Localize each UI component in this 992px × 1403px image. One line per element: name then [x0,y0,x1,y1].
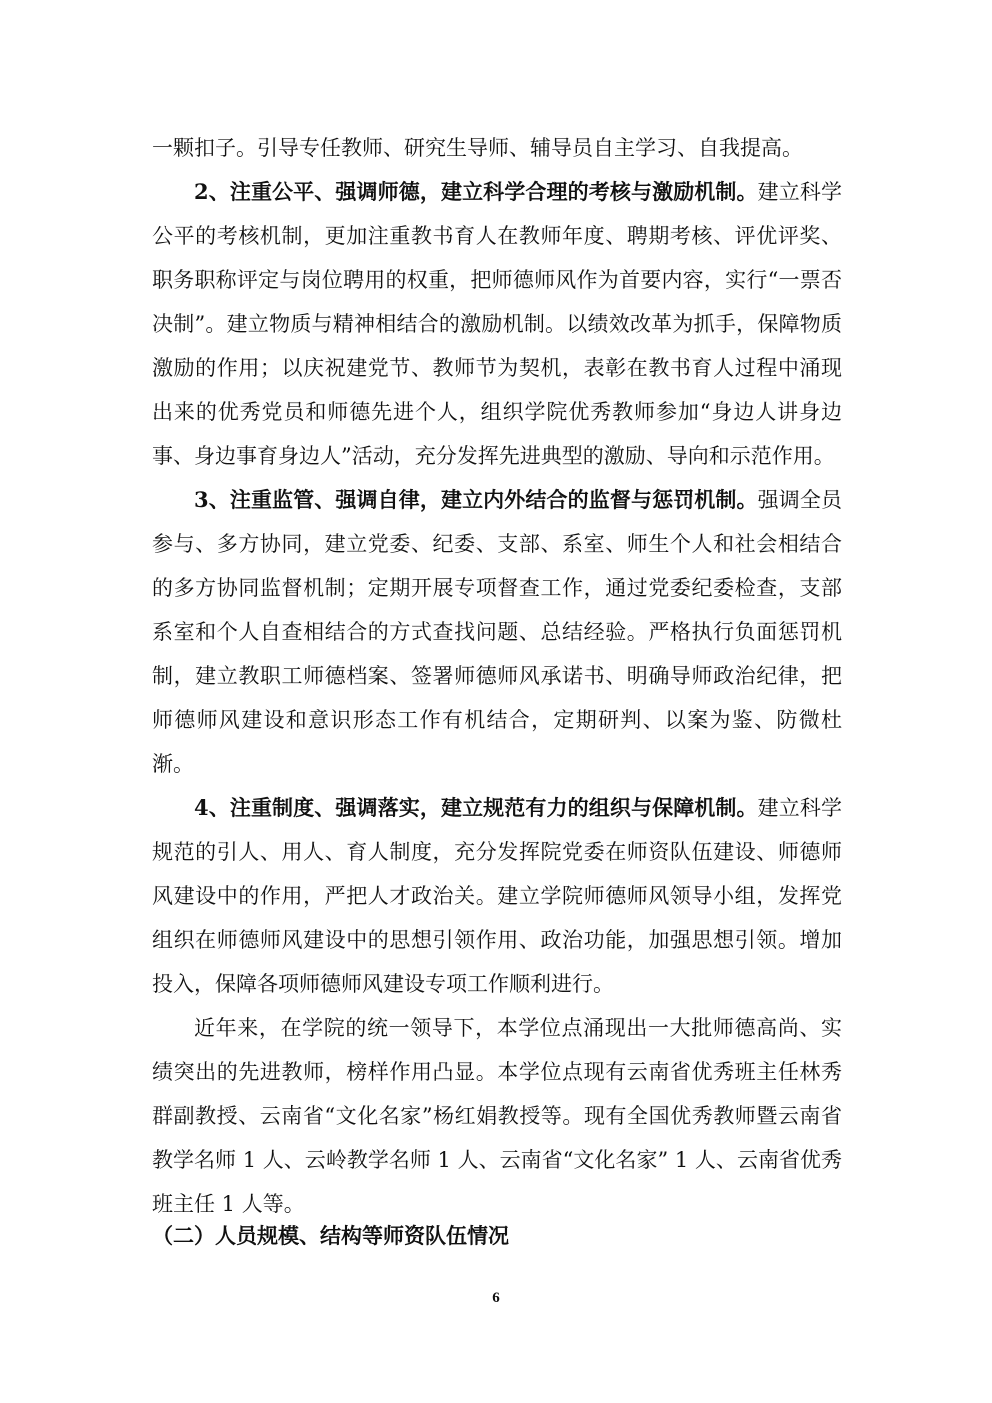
paragraph-continuation [152,126,842,170]
paragraph-text: 近年来，在学院的统一领导下，本学位点涌现出一大批师德高尚、实绩突出的先进教师，榜样作用凸显。本学位点现有云南省优秀班主任林秀群副教授、云南省“文化名家”杨红娟教授等。现有全国优秀教师暨云南省教学名师 1 人、云岭教学名师 1 人、云南省“文化名家” 1 人、云南省优秀班主任 1 人等。 [152,1016,842,1216]
paragraph-text: 一颗扣子。引导专任教师、研究生导师、辅导员自主学习、自我提高。 [152,136,803,160]
paragraph-lead: 3、注重监管、强调自律，建立内外结合的监督与惩罚机制。 [194,487,758,512]
page-number: 6 [492,1290,500,1306]
paragraph-text: 强调全员参与、多方协同，建立党委、纪委、支部、系室、师生个人和社会相结合的多方协同监督机制；定期开展专项督查工作，通过党委纪委检查，支部系室和个人自查相结合的方式查找问题、总结经验。严格执行负面惩罚机制，建立教职工师德档案、签署师德师风承诺书、明确导师政治纪律，把师德师风建设和意识形态工作有机结合，定期研判、以案为鉴、防微杜渐。 [152,488,842,776]
section-heading: （二）人员规模、结构等师资队伍情况 [152,1224,509,1248]
paragraph-lead: 4、注重制度、强调落实，建立规范有力的组织与保障机制。 [194,795,758,820]
paragraph-item-3 [152,478,842,786]
paragraph-text: 建立科学规范的引人、用人、育人制度，充分发挥院党委在师资队伍建设、师德师风建设中的作用，严把人才政治关。建立学院师德师风领导小组，发挥党组织在师德师风建设中的思想引领作用、政治功能，加强思想引领。增加投入，保障各项师德师风建设专项工作顺利进行。 [152,796,842,996]
paragraph-lead: 2、注重公平、强调师德，建立科学合理的考核与激励机制。 [194,179,758,204]
paragraph-item-4 [152,786,842,1006]
paragraph-item-2 [152,170,842,478]
paragraph-summary [152,1006,842,1226]
paragraph-text: 建立科学公平的考核机制，更加注重教书育人在教师年度、聘期考核、评优评奖、职务职称评定与岗位聘用的权重，把师德师风作为首要内容，实行“一票否决制”。建立物质与精神相结合的激励机制。以绩效改革为抓手，保障物质激励的作用；以庆祝建党节、教师节为契机，表彰在教书育人过程中涌现出来的优秀党员和师德先进个人，组织学院优秀教师参加“身边人讲身边事、身边事育身边人”活动，充分发挥先进典型的激励、导向和示范作用。 [152,180,842,468]
body-text [152,126,842,1226]
